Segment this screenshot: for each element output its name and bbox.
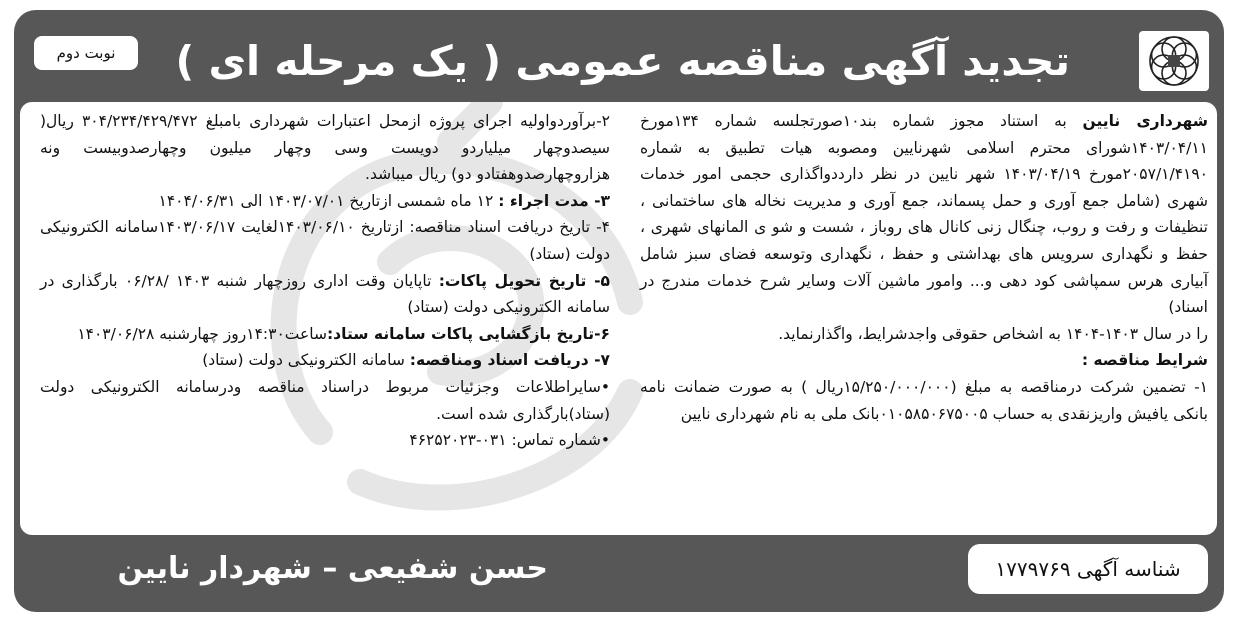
note-details: •سایراطلاعات وجزئیات مربوط دراسناد مناقصه ودرسامانه الکترونیکی دولت (ستاد)بارگذاری شده است.	[40, 377, 610, 423]
item-documents-date: ۴- تاریخ دریافت اسناد مناقصه: ازتاریخ ۱۴۰۳/۰۶/۱۰لغایت ۱۴۰۳/۰۶/۱۷سامانه الکترونیکی دولت (ستاد)	[40, 218, 610, 263]
municipality-emblem-icon	[1139, 31, 1209, 91]
notice-title: تجدید آگهی مناقصه عمومی ( یک مرحله ای )	[175, 37, 1070, 85]
item-duration: ۳- مدت اجراء : ۱۲ ماه شمسی ازتاریخ ۱۴۰۳/۰۷/۰۱ الی ۱۴۰۴/۰۶/۳۱	[158, 191, 610, 210]
terms-right-column	[640, 108, 1208, 427]
item-documents-source: ۷- دریافت اسناد ومناقصه: سامانه الکترونیکی دولت (ستاد)	[202, 351, 610, 370]
conditions-heading: شرایط مناقصه :	[1081, 351, 1208, 370]
signature: حسن شفیعی – شهردار نایین	[117, 551, 548, 586]
intro-paragraph	[640, 108, 1208, 321]
item-delivery: ۵- تاریخ تحویل پاکات: تاپایان وقت اداری روزچهار شنبه ۱۴۰۳ /۰۶/۲۸ بارگذاری در سامانه الکترونیکی دولت (ستاد)	[40, 271, 610, 317]
condition-guarantee: ۱- تضمین شرکت درمناقصه به مبلغ (۱۵/۲۵۰/۰۰۰/۰۰۰ریال ) به صورت ضمانت نامه بانکی یافیش واریزنقدی به حساب ۰۱۰۵۸۵۰۶۷۵۰۰۵بانک ملی به نام شهرداری نایین	[640, 377, 1208, 423]
terms-left-column	[40, 108, 610, 454]
intro-lead: شهرداری نایین	[1082, 112, 1208, 130]
ad-id: شناسه آگهی ۱۷۷۹۷۶۹	[968, 544, 1208, 594]
note-phone: •شماره تماس: ۰۳۱-۴۶۲۵۲۰۲۳	[409, 431, 610, 450]
item-opening: ۶-تاریخ بازگشایی پاکات سامانه ستاد:ساعت۱۴:۳۰روز چهارشنبه ۱۴۰۳/۰۶/۲۸	[77, 324, 610, 343]
intro-tail: را در سال ۱۴۰۳-۱۴۰۴ به اشخاص حقوقی واجدشرایط، واگذارنماید.	[778, 324, 1208, 343]
intro-text: به استناد مجوز شماره بند۱۰صورتجلسه شماره ۱۳۴مورخ ۱۴۰۳/۰۴/۱۱شورای محترم اسلامی شهرنایین ومصوبه هیات تطبیق به شماره ۲۰۵۷/۱/۴۱۹۰مورخ ۱۴۰۳/۰۴/۱۹ شهر نایین در نظر دارددواگذاری حجمی امور خدمات شهری (شامل جمع آوری و حمل پسماند، جمع آوری و مدیریت نخاله های ساختمانی ، تنظیفات و رفت و روب، چنگال زنی کانال های روباز ، شست و شو ی المانهای شهری ، حفظ و نگهداری سرویس های بهداشتی و حفظ ، نگهداری وتوسعه فضای سبز شامل آبیاری هرس سمپاشی کود دهی و... وامور ماشین آلات وسایر شرح خدمات مندرج در اسناد)	[640, 112, 1209, 317]
round-badge: نوبت دوم	[34, 36, 138, 70]
item-estimate: ۲-برآوردواولیه اجرای پروژه ازمحل اعتبارات شهرداری بامبلغ ۳۰۴/۲۳۴/۴۲۹/۴۷۲ ریال( سیصدوچهار میلیاردو دویست وسی وچهار میلیون وچهارصدوبیست ونه هزاروچهارصدوهفتادو دو) ریال میباشد.	[40, 112, 610, 184]
